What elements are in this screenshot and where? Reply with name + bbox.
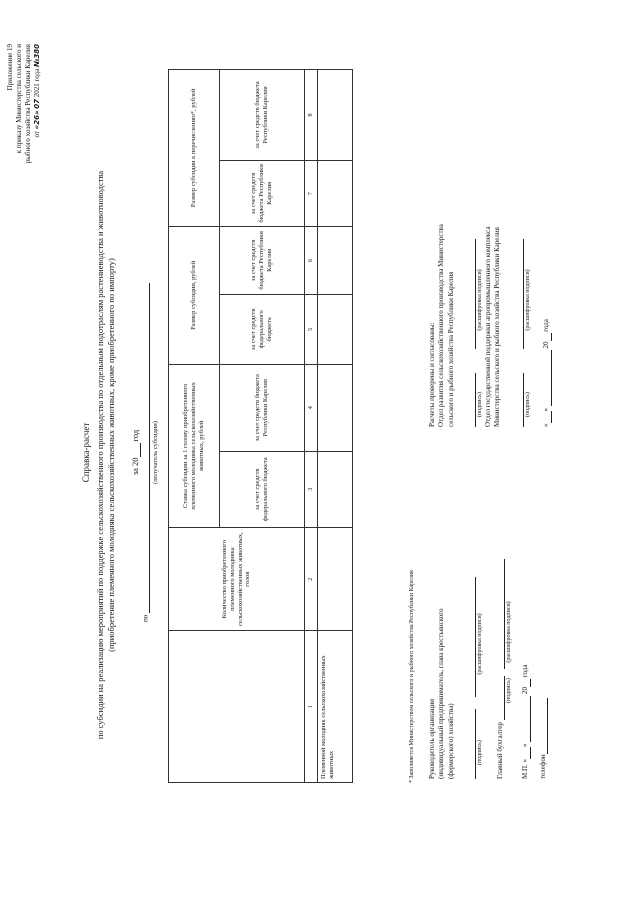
head-title-line-1: Руководитель организации xyxy=(428,699,436,779)
accountant-caption-decode: (расшифровка подписи) xyxy=(506,601,513,663)
recipient-line xyxy=(141,0,150,905)
appendix-day: «26» xyxy=(33,110,42,130)
dept2-caption-decode: (расшифровка подписи) xyxy=(525,269,532,331)
dept1-signature-lines xyxy=(466,67,475,427)
col-num-1: 1 xyxy=(305,631,318,783)
appendix-month: 07 xyxy=(33,98,42,109)
col-num-7: 7 xyxy=(305,161,318,227)
head-caption-decode: (расшифровка подписи) xyxy=(476,613,483,675)
header-size-regional: за счет средств бюджета Республики Карелия xyxy=(220,226,305,294)
approval-date-year-blank xyxy=(543,334,552,342)
column-number-row xyxy=(305,70,318,783)
subtitle-line-1: по субсидии на реализацию мероприятий по поддержке сельскохозяйственного производства по отдельным подотраслям растениеводства и животноводства xyxy=(95,170,105,740)
dept2-decode-blank xyxy=(515,239,524,349)
appendix-number: №380 xyxy=(33,44,42,68)
mp-label: М.П. xyxy=(521,764,530,779)
col-num-6: 6 xyxy=(305,226,318,294)
accountant-decode-blank xyxy=(496,559,505,669)
approval-date-line xyxy=(542,67,551,427)
checked-line-2: Отдел развития сельскохозяйственного производства Министерства xyxy=(437,224,446,427)
phone-line xyxy=(539,449,548,779)
cell-rate-regional[interactable] xyxy=(317,364,352,451)
dept2-line-2: Министерства сельского и рыбного хозяйства Республики Карелия xyxy=(493,227,502,427)
accountant-label: Главный бухгалтер xyxy=(495,722,504,779)
dept1-captions xyxy=(476,67,484,427)
header-size-group: Размер субсидии, рублей xyxy=(169,226,220,364)
appendix-line-1: Приложение 19 xyxy=(6,44,14,91)
date-year-blank xyxy=(522,679,531,687)
cell-size-federal[interactable] xyxy=(317,294,352,364)
period-suffix: год xyxy=(130,429,140,442)
cell-transfer-regional[interactable] xyxy=(317,161,352,227)
cell-size-regional[interactable] xyxy=(317,226,352,294)
subsidy-table xyxy=(168,69,353,783)
head-title-line-3: (фермерского) хозяйства) xyxy=(446,703,455,779)
head-caption-signature: (подпись) xyxy=(476,740,483,765)
recipient-prefix: по xyxy=(141,614,150,622)
header-transfer-group: Размер субсидии к перечислению*, рублей xyxy=(169,70,220,227)
date-year-prefix: 20 xyxy=(521,686,530,694)
cell-transfer-only-regional[interactable] xyxy=(317,70,352,161)
head-decode-blank xyxy=(467,577,476,697)
col-num-3: 3 xyxy=(305,451,318,527)
document-subtitle xyxy=(95,75,117,835)
table-row xyxy=(317,70,352,783)
checked-line-3: сельского и рыбного хозяйства Республики Карелия xyxy=(446,271,455,427)
header-rate-federal: за счет средств федерального бюджета xyxy=(220,451,305,527)
mp-date-line xyxy=(521,449,530,779)
approval-date-month-blank xyxy=(543,350,552,406)
dept2-captions xyxy=(524,67,532,427)
header-rate-regional: за счет средств бюджета Республики Карелия xyxy=(220,364,305,451)
approval-date-year-prefix: 20 xyxy=(542,341,551,349)
date-year-suffix: года xyxy=(521,664,530,678)
appendix-line-2: к приказу Министерства сельского и xyxy=(15,44,24,154)
header-row-1 xyxy=(169,70,220,783)
dept1-signature-blank xyxy=(467,373,476,427)
col-num-2: 2 xyxy=(305,527,318,631)
accountant-signature-blank xyxy=(496,676,505,720)
date-day-blank xyxy=(522,747,531,759)
appendix-date-prefix: от xyxy=(33,131,42,138)
dept1-caption-decode: (расшифровка подписи) xyxy=(476,269,483,331)
header-empty-cell xyxy=(169,631,305,783)
col-num-4: 4 xyxy=(305,364,318,451)
appendix-line-3: рыбного хозяйства Республики Карелия xyxy=(24,44,33,164)
period-line xyxy=(130,0,141,905)
appendix-line-4 xyxy=(33,44,42,234)
period-year-blank xyxy=(132,443,141,457)
period-prefix: за 20 xyxy=(130,457,140,476)
col-num-8: 8 xyxy=(305,70,318,161)
document-title: Справка-расчет xyxy=(81,422,91,483)
dept2-signature-blank xyxy=(515,373,524,427)
approval-date-year-suffix: года xyxy=(542,319,551,332)
accountant-caption-signature: (подпись) xyxy=(506,678,513,703)
head-signature-lines xyxy=(466,449,475,779)
recipient-blank xyxy=(141,283,150,613)
row-label-breeding-stock: Племенной молодняк сельскохозяйственных животных xyxy=(317,631,352,783)
dept2-signature-lines xyxy=(515,67,524,427)
appendix-header xyxy=(6,44,42,234)
approval-date-quote-open: « xyxy=(542,423,551,427)
date-quote-open: « xyxy=(521,758,530,763)
header-transfer-only-regional: за счет средств бюджета Республики Карелия xyxy=(220,70,305,161)
phone-blank xyxy=(539,698,548,754)
accountant-captions xyxy=(505,449,513,779)
header-transfer-regional: за счет средств бюджета Республики Карелия xyxy=(220,161,305,227)
header-size-federal: за счет средств федерального бюджета xyxy=(220,294,305,364)
dept1-caption-signature: (подпись) xyxy=(476,392,483,417)
dept2-line-1: Отдел государственной поддержки агропромышленного комплекса xyxy=(483,226,492,427)
date-month-blank xyxy=(522,696,531,742)
approval-date-quote-close: » xyxy=(542,408,551,412)
dept2-caption-signature: (подпись) xyxy=(525,392,532,417)
col-num-5: 5 xyxy=(305,294,318,364)
ministry-approval-block xyxy=(428,67,552,427)
recipient-caption: (получатель субсидии) xyxy=(152,421,159,484)
cell-quantity[interactable] xyxy=(317,527,352,631)
header-rate-group: Ставка субсидии за 1 голову приобретенного племенного молодняка сельскохозяйственных животных, рублей xyxy=(169,364,220,527)
footnote: * Заполняется Министерством сельского и рыбного хозяйства Республики Карелия xyxy=(409,570,415,783)
date-quote-close: » xyxy=(521,743,530,747)
cell-rate-federal[interactable] xyxy=(317,451,352,527)
header-quantity: Количество приобретенного племенного молодняка сельскохозяйственных животных, голов xyxy=(169,527,305,631)
head-signature-blank xyxy=(467,709,476,779)
accountant-line xyxy=(496,449,505,779)
subtitle-line-2: (приобретение племенного молодняка сельскохозяйственных животных, кроме приобретенного по импорту) xyxy=(106,258,117,652)
appendix-year: 2021 года xyxy=(33,68,42,98)
approval-date-day-blank xyxy=(543,412,552,424)
head-signature-captions xyxy=(476,449,484,779)
dept1-decode-blank xyxy=(467,239,476,349)
checked-line-1: Расчеты проверены и согласованы: xyxy=(428,322,436,427)
phone-label: телефон xyxy=(538,754,547,779)
applicant-signature-block xyxy=(428,449,548,779)
head-title-line-2: (индивидуальный предприниматель, глава крестьянского xyxy=(437,608,446,779)
